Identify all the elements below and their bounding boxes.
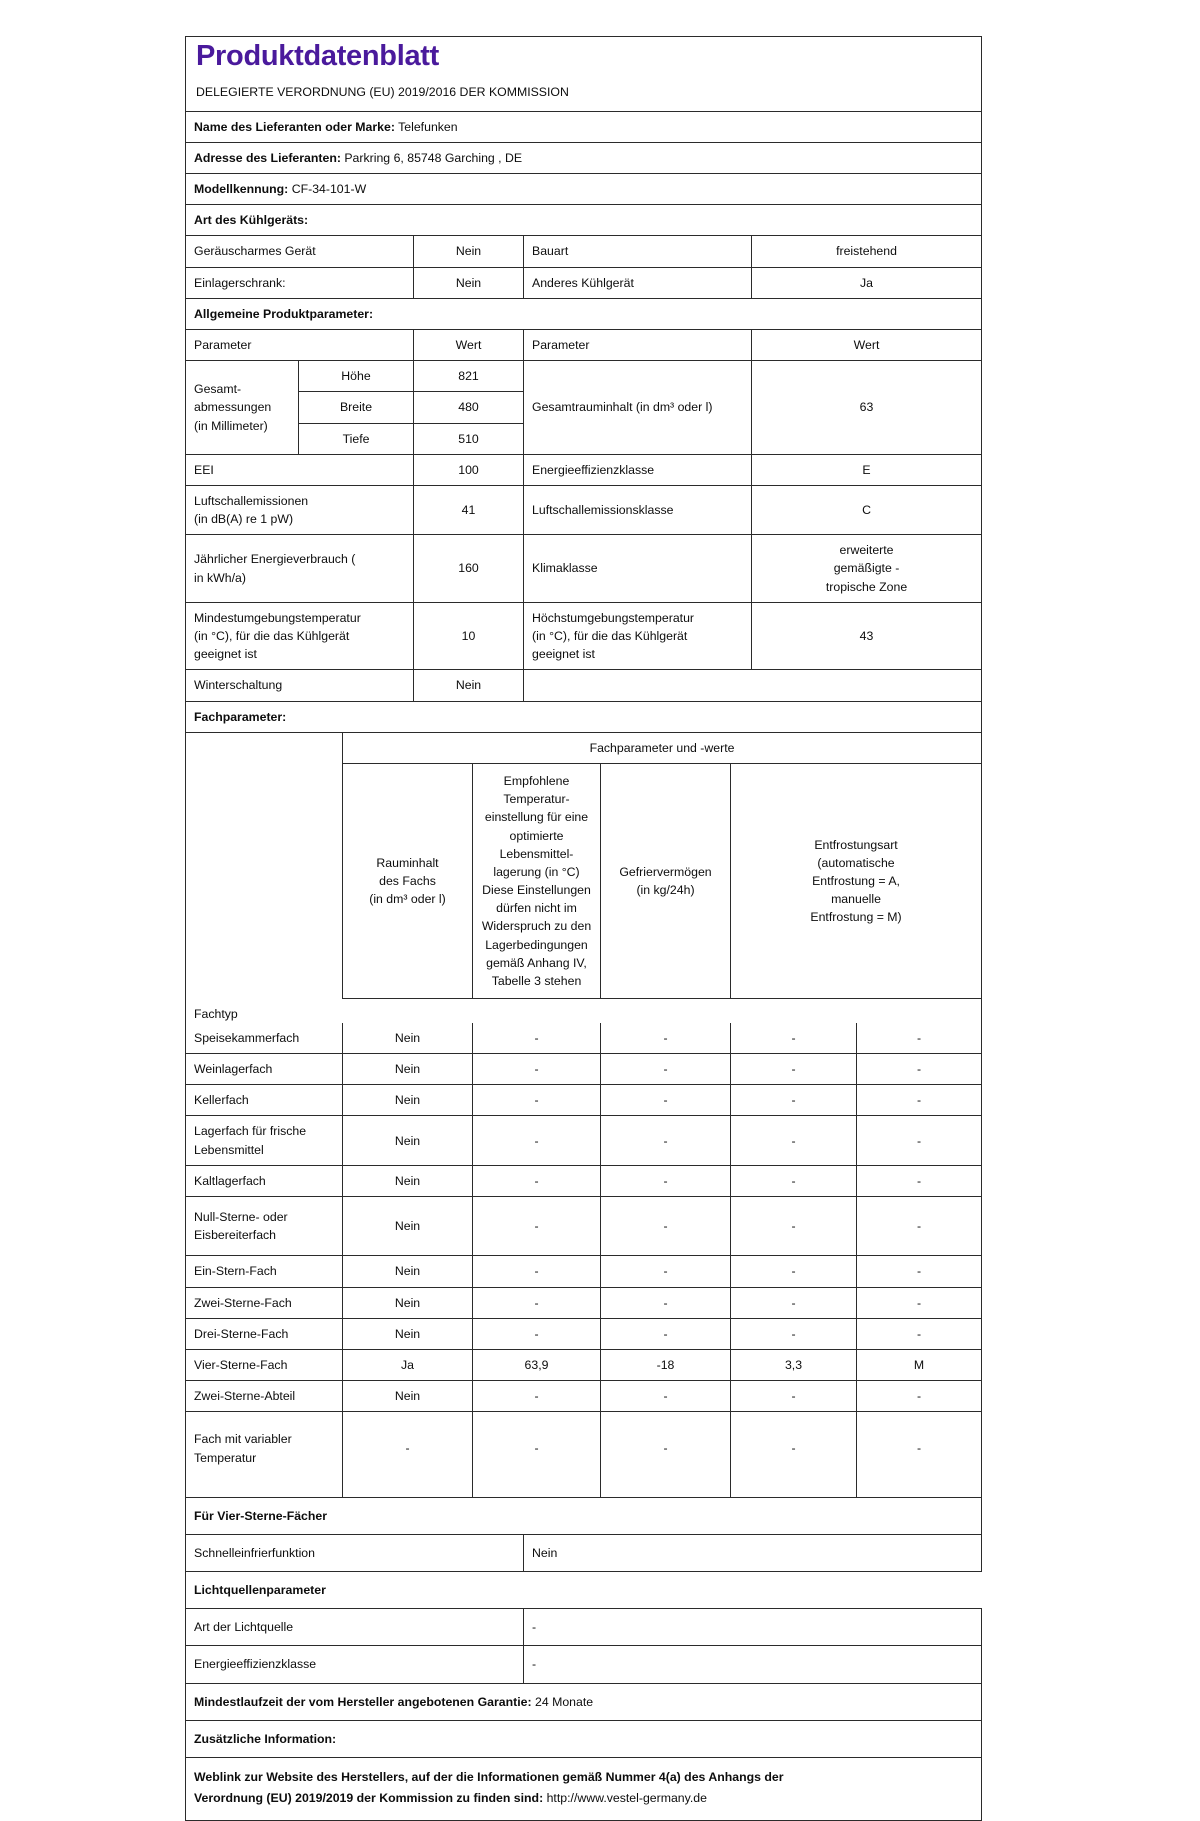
defrost-hdr-line-1: Entfrostungsart <box>814 837 898 852</box>
min-ambient-temp-value: 10 <box>414 602 524 670</box>
compartment-temperature: - <box>601 1085 731 1116</box>
weblink-line-1: Weblink zur Website des Herstellers, auf der die Informationen gemäß Nummer 4(a) des Anhangs der <box>194 1770 784 1784</box>
noise-label-line-2: (in dB(A) re 1 pW) <box>194 512 294 527</box>
col-header-temperature <box>473 763 601 998</box>
col-header-freezing-capacity <box>601 763 731 998</box>
temp-hdr-line-12: Tabelle 3 stehen <box>491 974 582 988</box>
temp-hdr-line-8: dürfen nicht im <box>496 901 577 916</box>
compartment-freezing-capacity: - <box>731 1023 857 1054</box>
noise-emission-value: 41 <box>414 485 524 534</box>
compartment-present: Nein <box>343 1023 473 1054</box>
compartment-parameters-heading: Fachparameter: <box>186 702 982 733</box>
compartment-freezing-capacity: - <box>731 1287 857 1318</box>
compartment-temperature: - <box>601 1318 731 1349</box>
compartment-present: Nein <box>343 1116 473 1165</box>
table-row <box>186 485 982 534</box>
compartment-temperature: - <box>601 1116 731 1165</box>
compartment-type: Drei-Sterne-Fach <box>186 1318 343 1349</box>
compartment-defrost-type: - <box>857 1318 982 1349</box>
dimensions-line-1: Gesamt- <box>194 382 242 397</box>
warranty-value: 24 Monate <box>534 1694 594 1709</box>
light-source-class-value: - <box>524 1646 982 1683</box>
fachtyp-spacer-3 <box>601 999 731 1023</box>
dimensions-line-3: (in Millimeter) <box>194 418 268 433</box>
other-appliance-value: Ja <box>752 267 982 298</box>
bottom-table <box>185 1535 982 1821</box>
annual-energy-label <box>186 535 414 603</box>
weblink-line-2-text: Verordnung (EU) 2019/2019 der Kommission zu finden sind: <box>194 1790 544 1805</box>
compartment-type: Lagerfach für frische Lebensmittel <box>186 1116 343 1165</box>
manufacturer-url[interactable]: http://www.vestel-germany.de <box>546 1790 707 1805</box>
weblink-row <box>186 1758 982 1821</box>
compartment-volume: - <box>473 1054 601 1085</box>
weblink-cell <box>186 1758 982 1821</box>
freeze-hdr-line-1: Gefriervermögen <box>619 864 712 879</box>
additional-info-heading: Zusätzliche Information: <box>186 1720 982 1757</box>
min-temp-line-3: geeignet ist <box>194 647 257 662</box>
temp-hdr-line-11: gemäß Anhang IV, <box>486 955 587 970</box>
compartment-freezing-capacity: - <box>731 1197 857 1256</box>
climate-class-label: Klimaklasse <box>524 535 752 603</box>
build-type-label: Bauart <box>524 236 752 267</box>
freeze-hdr-line-2: (in kg/24h) <box>636 883 695 898</box>
supplier-name-label: Name des Lieferanten oder Marke: <box>194 119 395 134</box>
fachtyp-label: Fachtyp <box>186 999 343 1023</box>
table-header-row <box>186 330 982 361</box>
col-header-parameter-1: Parameter <box>186 330 414 361</box>
fast-freeze-value: Nein <box>524 1535 982 1572</box>
compartment-type: Vier-Sterne-Fach <box>186 1349 343 1380</box>
temp-hdr-line-10: Lagerbedingungen <box>485 937 588 952</box>
compartment-present: Nein <box>343 1318 473 1349</box>
temp-hdr-line-7: Diese Einstellungen <box>482 883 591 898</box>
compartment-volume: - <box>473 1197 601 1256</box>
compartment-present: Nein <box>343 1287 473 1318</box>
supplier-name-row <box>186 111 982 142</box>
energy-class-label: Energieeffizienzklasse <box>524 454 752 485</box>
compartment-defrost-type: - <box>857 1023 982 1054</box>
eei-value: 100 <box>414 454 524 485</box>
compartment-present: Ja <box>343 1349 473 1380</box>
compartment-type: Zwei-Sterne-Fach <box>186 1287 343 1318</box>
col-header-parameter-2: Parameter <box>524 330 752 361</box>
compartment-freezing-capacity: - <box>731 1116 857 1165</box>
compartment-volume: - <box>473 1256 601 1287</box>
dimension-height-value: 821 <box>414 361 524 392</box>
total-volume-label: Gesamtrauminhalt (in dm³ oder l) <box>524 361 752 455</box>
compartment-group-header-row <box>186 733 982 764</box>
compartment-present: Nein <box>343 1197 473 1256</box>
fachtyp-label-row <box>186 999 982 1023</box>
winter-setting-label: Winterschaltung <box>186 670 414 701</box>
fachtyp-spacer-5 <box>857 999 982 1023</box>
appliance-type-table <box>185 236 982 298</box>
dimension-width-label: Breite <box>299 392 414 423</box>
compartment-volume: - <box>473 1287 601 1318</box>
wine-storage-label: Einlagerschrank: <box>186 267 414 298</box>
general-parameters-table <box>185 330 982 702</box>
compartment-type: Speisekammerfach <box>186 1023 343 1054</box>
climate-line-1: erweiterte <box>839 543 894 558</box>
fachtyp-spacer-1 <box>343 999 473 1023</box>
col-header-value-2: Wert <box>752 330 982 361</box>
dimension-depth-label: Tiefe <box>299 423 414 454</box>
col-header-defrost-type <box>731 763 982 998</box>
compartment-temperature: - <box>601 1197 731 1256</box>
low-noise-label: Geräuscharmes Gerät <box>186 236 414 267</box>
table-row <box>186 1535 982 1572</box>
compartment-heading-table <box>185 702 982 733</box>
compartment-defrost-type: M <box>857 1349 982 1380</box>
additional-info-row <box>186 1720 982 1757</box>
temp-hdr-line-3: einstellung für eine <box>484 810 589 825</box>
supplier-address-value: Parkring 6, 85748 Garching , DE <box>344 150 523 165</box>
compartment-present: Nein <box>343 1085 473 1116</box>
max-temp-line-1: Höchstumgebungstemperatur <box>532 610 695 625</box>
compartment-rows-table <box>185 1023 982 1498</box>
noise-class-value: C <box>752 485 982 534</box>
fachtyp-spacer-2 <box>473 999 601 1023</box>
table-row <box>186 602 982 670</box>
defrost-hdr-line-4: manuelle <box>831 892 881 907</box>
supplier-address-label: Adresse des Lieferanten: <box>194 150 341 165</box>
overall-dimensions-label <box>186 361 299 455</box>
light-source-heading: Lichtquellenparameter <box>186 1572 982 1609</box>
compartment-defrost-type: - <box>857 1165 982 1196</box>
table-row <box>186 236 982 267</box>
compartment-temperature: - <box>601 1412 731 1497</box>
appliance-type-heading: Art des Kühlgeräts: <box>186 205 982 236</box>
compartment-type: Zwei-Sterne-Abteil <box>186 1381 343 1412</box>
compartment-present: Nein <box>343 1381 473 1412</box>
model-row <box>186 174 982 205</box>
table-row <box>186 1085 982 1116</box>
table-row <box>186 1197 982 1256</box>
table-row <box>186 1116 982 1165</box>
annual-energy-line-1: Jährlicher Energieverbrauch ( <box>194 552 356 567</box>
product-datasheet <box>185 36 981 1821</box>
noise-emission-label <box>186 485 414 534</box>
max-ambient-temp-label <box>524 602 752 670</box>
compartment-defrost-type: - <box>857 1054 982 1085</box>
compartment-present: Nein <box>343 1054 473 1085</box>
warranty-cell <box>186 1683 982 1720</box>
low-noise-value: Nein <box>414 236 524 267</box>
table-row <box>186 454 982 485</box>
compartment-defrost-type: - <box>857 1381 982 1412</box>
compartment-volume: - <box>473 1085 601 1116</box>
model-value: CF-34-101-W <box>291 182 367 196</box>
defrost-hdr-line-2: (automatische <box>817 855 895 870</box>
table-row <box>186 361 982 392</box>
fachtyp-spacer-4 <box>731 999 857 1023</box>
compartment-freezing-capacity: - <box>731 1412 857 1497</box>
compartment-parameters-table <box>185 733 982 1023</box>
compartment-volume: - <box>473 1165 601 1196</box>
energy-class-value: E <box>752 454 982 485</box>
temp-hdr-line-1: Empfohlene <box>503 773 570 788</box>
compartment-type: Null-Sterne- oder Eisbereiterfach <box>186 1197 343 1256</box>
compartment-freezing-capacity: - <box>731 1318 857 1349</box>
compartment-temperature: -18 <box>601 1349 731 1380</box>
warranty-label: Mindestlaufzeit der vom Hersteller angebotenen Garantie: <box>194 1694 532 1709</box>
compartment-temperature: - <box>601 1381 731 1412</box>
table-row <box>186 1412 982 1497</box>
temp-hdr-line-6: lagerung (in °C) <box>493 864 580 879</box>
compartment-freezing-capacity: - <box>731 1256 857 1287</box>
compartment-freezing-capacity: - <box>731 1381 857 1412</box>
min-temp-line-2: (in °C), für die das Kühlgerät <box>194 629 350 643</box>
compartment-defrost-type: - <box>857 1085 982 1116</box>
climate-line-3: tropische Zone <box>825 579 908 594</box>
compartment-freezing-capacity: - <box>731 1085 857 1116</box>
compartment-volume: 63,9 <box>473 1349 601 1380</box>
dimension-depth-value: 510 <box>414 423 524 454</box>
compartment-temperature: - <box>601 1054 731 1085</box>
table-row <box>186 1349 982 1380</box>
table-row <box>186 267 982 298</box>
table-row <box>186 1023 982 1054</box>
compartment-type: Kaltlagerfach <box>186 1165 343 1196</box>
compartment-volume: - <box>473 1116 601 1165</box>
warranty-row <box>186 1683 982 1720</box>
defrost-hdr-line-5: Entfrostung = M) <box>810 910 902 925</box>
compartment-freezing-capacity: - <box>731 1054 857 1085</box>
table-row <box>186 1381 982 1412</box>
table-row <box>186 1287 982 1318</box>
winter-setting-empty-1 <box>524 670 752 701</box>
min-temp-line-1: Mindestumgebungstemperatur <box>194 610 361 625</box>
winter-setting-empty-2 <box>752 670 982 701</box>
wine-storage-value: Nein <box>414 267 524 298</box>
temp-hdr-line-9: Widerspruch zu den <box>481 919 592 934</box>
compartment-defrost-type: - <box>857 1412 982 1497</box>
compartment-volume: - <box>473 1318 601 1349</box>
supplier-address-row <box>186 142 982 173</box>
compartment-temperature: - <box>601 1165 731 1196</box>
col-header-volume <box>343 763 473 998</box>
total-volume-value: 63 <box>752 361 982 455</box>
weblink-line-2 <box>194 1788 973 1809</box>
light-source-heading-row <box>186 1572 982 1609</box>
table-row <box>186 1054 982 1085</box>
other-appliance-label: Anderes Kühlgerät <box>524 267 752 298</box>
header-table <box>185 36 982 236</box>
dimensions-line-2: abmessungen <box>194 400 272 415</box>
four-star-heading: Für Vier-Sterne-Fächer <box>186 1498 982 1535</box>
fachtyp-header-cell <box>186 733 343 999</box>
fast-freeze-label: Schnelleinfrierfunktion <box>186 1535 524 1572</box>
four-star-heading-table <box>185 1498 982 1535</box>
compartment-volume: - <box>473 1412 601 1497</box>
table-row <box>186 702 982 733</box>
table-row <box>186 1498 982 1535</box>
col-header-value-1: Wert <box>414 330 524 361</box>
compartment-freezing-capacity: - <box>731 1165 857 1196</box>
annual-energy-line-2: in kWh/a) <box>194 570 246 585</box>
volume-hdr-line-3: (in dm³ oder l) <box>369 892 446 907</box>
climate-line-2: gemäßigte - <box>833 561 900 576</box>
min-ambient-temp-label <box>186 602 414 670</box>
dimension-width-value: 480 <box>414 392 524 423</box>
supplier-name-value: Telefunken <box>398 119 458 134</box>
volume-hdr-line-2: des Fachs <box>379 873 436 888</box>
compartment-present: Nein <box>343 1256 473 1287</box>
max-temp-line-3: geeignet ist <box>532 647 595 662</box>
noise-label-line-1: Luftschallemissionen <box>194 493 309 508</box>
table-row <box>186 299 982 330</box>
max-ambient-temp-value: 43 <box>752 602 982 670</box>
temp-hdr-line-2: Temperatur- <box>503 792 570 807</box>
compartment-type: Kellerfach <box>186 1085 343 1116</box>
annual-energy-value: 160 <box>414 535 524 603</box>
winter-setting-value: Nein <box>414 670 524 701</box>
temp-hdr-line-4: optimierte <box>509 828 564 843</box>
table-row <box>186 1609 982 1646</box>
climate-class-value <box>752 535 982 603</box>
compartment-temperature: - <box>601 1023 731 1054</box>
table-row <box>186 1165 982 1196</box>
noise-class-label: Luftschallemissionsklasse <box>524 485 752 534</box>
compartment-defrost-type: - <box>857 1287 982 1318</box>
compartment-present: Nein <box>343 1165 473 1196</box>
compartment-freezing-capacity: 3,3 <box>731 1349 857 1380</box>
compartment-type: Fach mit variabler Temperatur <box>186 1412 343 1497</box>
compartment-volume: - <box>473 1381 601 1412</box>
table-row <box>186 1256 982 1287</box>
compartment-defrost-type: - <box>857 1197 982 1256</box>
title-row <box>186 37 982 112</box>
volume-hdr-line-1: Rauminhalt <box>376 855 439 870</box>
compartment-temperature: - <box>601 1256 731 1287</box>
compartment-present: - <box>343 1412 473 1497</box>
eei-label: EEI <box>186 454 414 485</box>
compartment-defrost-type: - <box>857 1256 982 1287</box>
table-row <box>186 1318 982 1349</box>
light-source-type-value: - <box>524 1609 982 1646</box>
compartment-volume: - <box>473 1023 601 1054</box>
table-row <box>186 670 982 701</box>
light-source-class-label: Energieeffizienzklasse <box>186 1646 524 1683</box>
page-title: Produktdatenblatt <box>196 40 440 72</box>
table-row <box>186 535 982 603</box>
general-parameters-heading: Allgemeine Produktparameter: <box>186 299 982 330</box>
defrost-hdr-line-3: Entfrostung = A, <box>812 873 900 888</box>
build-type-value: freistehend <box>752 236 982 267</box>
table-row <box>186 1646 982 1683</box>
temp-hdr-line-5: Lebensmittel- <box>499 846 574 861</box>
light-source-type-label: Art der Lichtquelle <box>186 1609 524 1646</box>
compartment-group-header: Fachparameter und -werte <box>343 733 982 764</box>
general-parameters-heading-table <box>185 299 982 330</box>
compartment-type: Weinlagerfach <box>186 1054 343 1085</box>
compartment-temperature: - <box>601 1287 731 1318</box>
max-temp-line-2: (in °C), für die das Kühlgerät <box>532 629 688 643</box>
compartment-defrost-type: - <box>857 1116 982 1165</box>
appliance-type-heading-row <box>186 205 982 236</box>
model-label: Modellkennung: <box>194 182 289 196</box>
compartment-type: Ein-Stern-Fach <box>186 1256 343 1287</box>
regulation-subtitle: DELEGIERTE VERORDNUNG (EU) 2019/2016 DER KOMMISSION <box>196 85 569 100</box>
dimension-height-label: Höhe <box>299 361 414 392</box>
